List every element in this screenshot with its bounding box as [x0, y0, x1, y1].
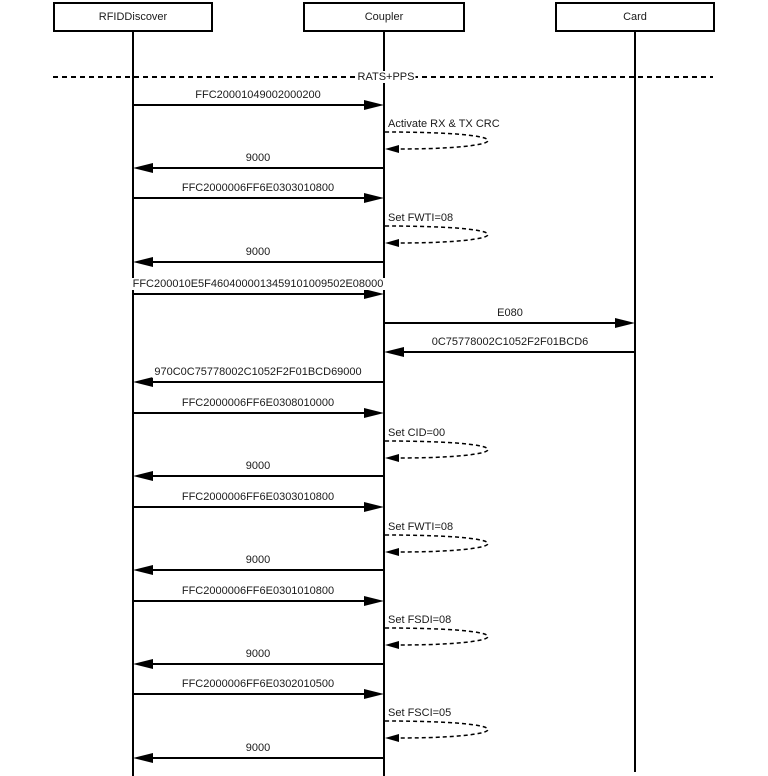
message-arrow-12	[133, 471, 384, 481]
message-arrow-7	[384, 318, 635, 328]
message-arrow-3	[133, 193, 384, 203]
message-arrow-13	[133, 502, 384, 512]
message-arrow-0	[133, 100, 384, 110]
message-label: FFC2000006FF6E0303010800	[181, 491, 335, 503]
actor-label: RFIDDiscover	[98, 11, 168, 23]
message-arrow-2	[133, 163, 384, 173]
self-loop-4	[385, 226, 488, 247]
message-label: 0C75778002C1052F2F01BCD6	[431, 336, 589, 348]
message-label: FFC2000006FF6E0301010800	[181, 585, 335, 597]
message-arrow-5	[133, 257, 384, 267]
message-arrow-19	[133, 689, 384, 699]
message-label: 9000	[245, 460, 271, 472]
message-arrow-10	[133, 408, 384, 418]
message-label: 970C0C75778002C1052F2F01BCD69000	[154, 366, 362, 378]
message-arrow-8	[384, 347, 635, 357]
self-loop-20	[385, 721, 488, 742]
message-label: 9000	[245, 554, 271, 566]
message-label: FFC20001049002000200	[195, 89, 321, 101]
actor-box-rfiddiscover	[53, 2, 213, 32]
message-arrow-18	[133, 659, 384, 669]
self-message-label: Set FSCI=05	[388, 707, 452, 719]
message-label: FFC2000006FF6E0308010000	[181, 397, 335, 409]
divider-label: RATS+PPS	[357, 71, 415, 83]
message-label: E080	[497, 307, 523, 319]
message-label: FFC2000006FF6E0303010800	[181, 182, 335, 194]
self-message-label: Set FWTI=08	[388, 521, 454, 533]
message-arrow-9	[133, 377, 384, 387]
message-label: 9000	[245, 246, 271, 258]
actor-label: Coupler	[364, 11, 404, 23]
message-label: 9000	[245, 648, 271, 660]
self-loop-17	[385, 628, 488, 649]
actor-box-card	[555, 2, 715, 32]
actor-box-coupler	[303, 2, 465, 32]
self-message-label: Activate RX & TX CRC	[388, 118, 500, 130]
self-loop-1	[385, 132, 488, 153]
message-label: FFC200010E5F4604000013459101009502E08000	[132, 278, 384, 290]
self-message-label: Set FSDI=08	[388, 614, 452, 626]
self-loop-14	[385, 535, 488, 556]
message-arrow-16	[133, 596, 384, 606]
message-arrow-6	[133, 289, 384, 299]
message-label: 9000	[245, 742, 271, 754]
message-label: FFC2000006FF6E0302010500	[181, 678, 335, 690]
message-label: 9000	[245, 152, 271, 164]
self-message-label: Set FWTI=08	[388, 212, 454, 224]
self-message-label: Set CID=00	[388, 427, 446, 439]
self-loop-11	[385, 441, 488, 462]
message-arrow-21	[133, 753, 384, 763]
message-arrow-15	[133, 565, 384, 575]
actor-label: Card	[623, 11, 647, 23]
